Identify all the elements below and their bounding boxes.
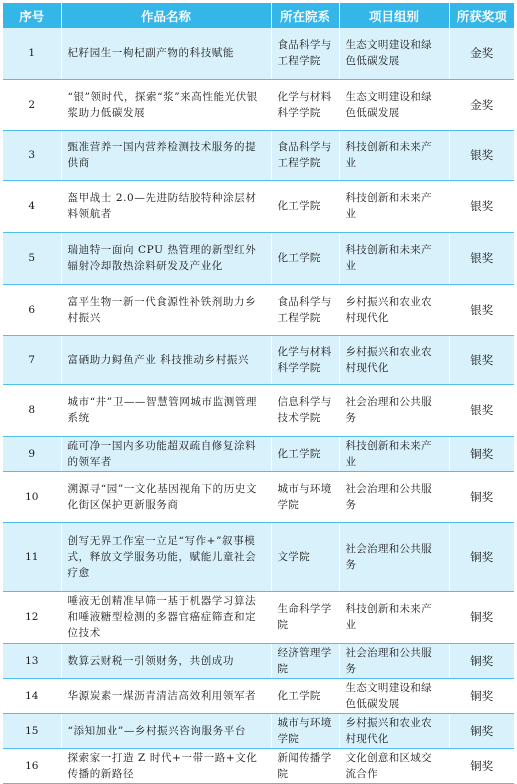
- table-row: [3, 522, 514, 591]
- cell-group: 社会治理和公共服务: [339, 643, 449, 678]
- cell-name: 溯源寻“园”一文化基因视角下的历史文化街区保护更新服务商: [61, 471, 271, 522]
- cell-award: 铜奖: [449, 591, 514, 643]
- cell-name: “添知加业”—乡村振兴咨询服务平台: [61, 713, 271, 748]
- cell-group: 科技创新和未来产业: [339, 180, 449, 232]
- cell-college: 化学与材料科学学院: [271, 335, 339, 384]
- cell-group: 生态文明建设和绿色低碳发展: [339, 678, 449, 713]
- cell-award: 铜奖: [449, 748, 514, 783]
- cell-award: 银奖: [449, 180, 514, 232]
- cell-name: 富平生物一新一代食源性补铁剂助力乡村振兴: [61, 284, 271, 335]
- cell-group: 社会治理和公共服务: [339, 522, 449, 591]
- cell-award: 铜奖: [449, 713, 514, 748]
- cell-name: 富硒助力鲟鱼产业 科技推动乡村振兴: [61, 335, 271, 384]
- header-name: 作品名称: [61, 3, 271, 28]
- table-row: [3, 28, 514, 79]
- cell-award: 银奖: [449, 284, 514, 335]
- cell-college: 化工学院: [271, 678, 339, 713]
- table-row: [3, 436, 514, 471]
- cell-college: 食品科学与工程学院: [271, 28, 339, 79]
- header-index: 序号: [3, 3, 61, 28]
- table-body: [3, 28, 514, 783]
- cell-name: 探索家一打造 Z 时代+一带一路+文化传播的新路径: [61, 748, 271, 783]
- cell-index: 8: [3, 384, 61, 436]
- cell-name: 华源炭素一煤沥青清洁高效利用领军者: [61, 678, 271, 713]
- cell-award: 银奖: [449, 384, 514, 436]
- cell-group: 科技创新和未来产业: [339, 130, 449, 180]
- header-college: 所在院系: [271, 3, 339, 28]
- cell-name: 唾液无创精准早筛一基于机器学习算法和唾液糖型检测的多器官癌症筛查和定位技术: [61, 591, 271, 643]
- cell-college: 化工学院: [271, 232, 339, 284]
- table-header-row: [3, 3, 514, 28]
- table-row: [3, 384, 514, 436]
- cell-index: 13: [3, 643, 61, 678]
- table-row: [3, 130, 514, 180]
- cell-group: 社会治理和公共服务: [339, 384, 449, 436]
- cell-index: 15: [3, 713, 61, 748]
- cell-college: 城市与环境学院: [271, 713, 339, 748]
- cell-index: 10: [3, 471, 61, 522]
- cell-college: 新闻传播学院: [271, 748, 339, 783]
- awards-table-container: [3, 3, 514, 784]
- cell-index: 6: [3, 284, 61, 335]
- cell-group: 科技创新和未来产业: [339, 232, 449, 284]
- cell-group: 科技创新和未来产业: [339, 591, 449, 643]
- cell-award: 铜奖: [449, 436, 514, 471]
- cell-index: 4: [3, 180, 61, 232]
- cell-name: 甄准营养一国内营养检测技术服务的提供商: [61, 130, 271, 180]
- header-group: 项目组别: [339, 3, 449, 28]
- cell-award: 银奖: [449, 232, 514, 284]
- cell-name: 杞籽园生一枸杞副产物的科技赋能: [61, 28, 271, 79]
- cell-index: 11: [3, 522, 61, 591]
- cell-college: 化工学院: [271, 436, 339, 471]
- cell-group: 乡村振兴和农业农村现代化: [339, 335, 449, 384]
- cell-index: 16: [3, 748, 61, 783]
- cell-college: 文学院: [271, 522, 339, 591]
- table-row: [3, 643, 514, 678]
- cell-name: 疏可净一国内多功能超双疏自修复涂料的领军者: [61, 436, 271, 471]
- cell-name: 盔甲战士 2.0—先进防结胶特种涂层材料领航者: [61, 180, 271, 232]
- cell-index: 2: [3, 79, 61, 130]
- cell-group: 乡村振兴和农业农村现代化: [339, 284, 449, 335]
- header-award: 所获奖项: [449, 3, 514, 28]
- cell-name: 创写无界工作室一立足“写作+”叙事模式，释放文学服务功能，赋能儿童社会疗愈: [61, 522, 271, 591]
- cell-index: 12: [3, 591, 61, 643]
- cell-index: 5: [3, 232, 61, 284]
- cell-college: 经济管理学院: [271, 643, 339, 678]
- cell-award: 铜奖: [449, 678, 514, 713]
- table-row: [3, 678, 514, 713]
- cell-award: 金奖: [449, 79, 514, 130]
- cell-group: 社会治理和公共服务: [339, 471, 449, 522]
- table-row: [3, 284, 514, 335]
- table-row: [3, 471, 514, 522]
- cell-college: 生命科学学院: [271, 591, 339, 643]
- cell-group: 生态文明建设和绿色低碳发展: [339, 79, 449, 130]
- cell-college: 食品科学与工程学院: [271, 284, 339, 335]
- cell-group: 乡村振兴和农业农村现代化: [339, 713, 449, 748]
- cell-index: 3: [3, 130, 61, 180]
- cell-award: 铜奖: [449, 471, 514, 522]
- table-row: [3, 335, 514, 384]
- awards-table: [3, 3, 514, 784]
- cell-name: 瑞迪特一面向 CPU 热管理的新型红外辐射冷却散热涂料研发及产业化: [61, 232, 271, 284]
- cell-award: 铜奖: [449, 522, 514, 591]
- cell-index: 14: [3, 678, 61, 713]
- table-row: [3, 180, 514, 232]
- table-row: [3, 591, 514, 643]
- cell-college: 化学与材料科学学院: [271, 79, 339, 130]
- cell-college: 城市与环境学院: [271, 471, 339, 522]
- cell-name: 数算云财税一引领财务，共创成功: [61, 643, 271, 678]
- cell-college: 化工学院: [271, 180, 339, 232]
- cell-name: “银”领时代，探索“浆”来高性能光伏银浆助力低碳发展: [61, 79, 271, 130]
- cell-award: 金奖: [449, 28, 514, 79]
- table-row: [3, 232, 514, 284]
- cell-group: 文化创意和区域交流合作: [339, 748, 449, 783]
- cell-index: 9: [3, 436, 61, 471]
- cell-name: 城市“井”卫——智慧管网城市监测管理系统: [61, 384, 271, 436]
- cell-award: 银奖: [449, 335, 514, 384]
- table-row: [3, 713, 514, 748]
- cell-group: 科技创新和未来产业: [339, 436, 449, 471]
- cell-college: 信息科学与技术学院: [271, 384, 339, 436]
- cell-college: 食品科学与工程学院: [271, 130, 339, 180]
- cell-award: 铜奖: [449, 643, 514, 678]
- cell-group: 生态文明建设和绿色低碳发展: [339, 28, 449, 79]
- table-row: [3, 79, 514, 130]
- cell-index: 1: [3, 28, 61, 79]
- table-row: [3, 748, 514, 783]
- cell-index: 7: [3, 335, 61, 384]
- cell-award: 银奖: [449, 130, 514, 180]
